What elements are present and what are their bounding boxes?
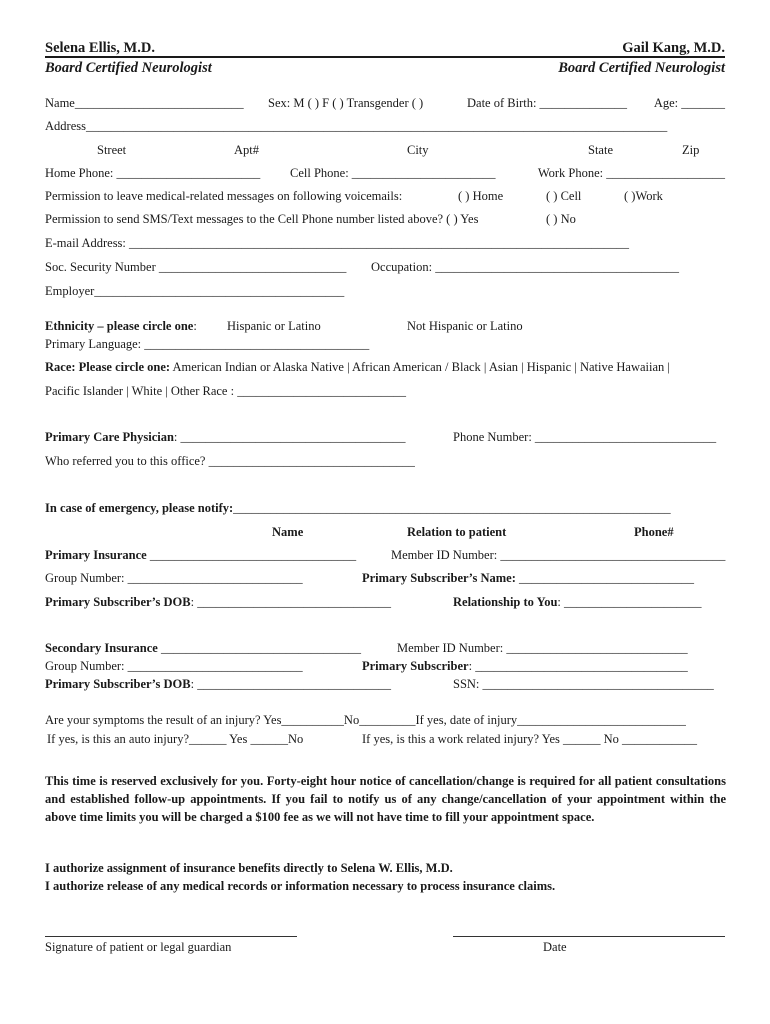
pcp-row[interactable] [45, 431, 406, 444]
subscriber-name-label: Primary Subscriber’s Name: [362, 571, 516, 585]
subscriber2-label: Primary Subscriber [362, 659, 469, 673]
relationship-label: Relationship to You [453, 595, 558, 609]
ethnicity-colon: : [193, 319, 197, 333]
race-options-line2[interactable]: Pacific Islander | White | Other Race : ___________________________ [45, 384, 406, 398]
referred-by-field[interactable]: Who referred you to this office? _________________________________ [45, 454, 415, 468]
address-field[interactable]: Address_____________________________________________________________________________________________ [45, 119, 668, 133]
signature-line[interactable] [45, 936, 297, 937]
signature-label: Signature of patient or legal guardian [45, 940, 232, 954]
state-label: State [588, 143, 613, 157]
group-number2-field[interactable]: Group Number: ____________________________ [45, 659, 303, 673]
subscriber-name-line[interactable]: ____________________________ [515, 571, 695, 585]
apt-label: Apt# [234, 143, 259, 157]
emergency-col-phone: Phone# [634, 525, 674, 539]
race-options-line1[interactable]: American Indian or Alaska Native | African American / Black | Asian | Hispanic | Native Hawaiian | [172, 360, 670, 374]
auto-injury-question[interactable]: If yes, is this an auto injury?______ Yes ______No [47, 732, 304, 746]
relationship-line[interactable]: : ______________________ [557, 595, 702, 609]
sms-permission-no[interactable]: ( ) No [546, 212, 576, 226]
ssn-field[interactable]: Soc. Security Number ______________________________ [45, 260, 347, 274]
cell-phone-field[interactable]: Cell Phone: _______________________ [290, 166, 496, 180]
ethnicity-not-hispanic-option[interactable]: Not Hispanic or Latino [407, 319, 523, 333]
primary-insurance-label: Primary Insurance [45, 548, 147, 562]
city-label: City [407, 143, 429, 157]
voicemail-permission-label: Permission to leave medical-related messages on following voicemails: [45, 189, 403, 203]
pcp-phone-field[interactable]: Phone Number: _____________________________ [453, 430, 717, 444]
email-field[interactable]: E-mail Address: ________________________________________________________________________________ [45, 236, 630, 250]
race-label: Race: Please circle one: [45, 360, 171, 374]
header-rule [45, 56, 725, 58]
race-row [45, 361, 670, 374]
voicemail-cell-checkbox[interactable]: ( ) Cell [546, 189, 582, 203]
date-label: Date [543, 940, 567, 954]
authorize-assignment: I authorize assignment of insurance benefits directly to Selena W. Ellis, M.D. [45, 861, 453, 875]
work-phone-field[interactable]: Work Phone: ___________________ [537, 166, 725, 180]
ethnicity-hispanic-option[interactable]: Hispanic or Latino [227, 319, 321, 333]
cancellation-notice: This time is reserved exclusively for you. Forty-eight hour notice of cancellation/change is required for all patient consultations and established follow-up appointments. If you fail to notify us of any change/cancellation of your appointment within the above time limits you will be charged a $100 fee as we will not have time to fill your appointment space. [45, 774, 726, 825]
secondary-insurance-line[interactable]: ________________________________ [157, 641, 361, 655]
subscriber2-dob-line[interactable]: : _______________________________ [190, 677, 391, 691]
doctor-right-name: Gail Kang, M.D. [622, 40, 725, 56]
pcp-label: Primary Care Physician [45, 430, 174, 444]
subscriber2-dob-label: Primary Subscriber’s DOB [45, 677, 191, 691]
date-line[interactable] [453, 936, 725, 937]
emergency-col-name: Name [272, 525, 304, 539]
work-injury-question[interactable]: If yes, is this a work related injury? Yes ______ No ____________ [362, 732, 698, 746]
zip-label: Zip [682, 143, 700, 157]
emergency-label: In case of emergency, please notify: [45, 501, 234, 515]
employer-field[interactable]: Employer________________________________________ [45, 284, 345, 298]
secondary-insurance-label: Secondary Insurance [45, 641, 158, 655]
primary-insurance-row[interactable] [45, 549, 356, 562]
name-field[interactable]: Name___________________________ [45, 96, 244, 110]
subscriber-name-row[interactable] [362, 572, 694, 585]
subscriber2-row[interactable] [362, 660, 688, 673]
group-number-field[interactable]: Group Number: ____________________________ [45, 571, 303, 585]
authorize-release: I authorize release of any medical records or information necessary to process insurance claims. [45, 879, 556, 893]
doctor-right-title: Board Certified Neurologist [558, 60, 725, 76]
ethnicity-row [45, 320, 197, 333]
voicemail-work-checkbox[interactable]: ( )Work [624, 189, 663, 203]
injury-question[interactable]: Are your symptoms the result of an injury? Yes__________No_________If yes, date of injury___________________________ [45, 713, 686, 727]
ssn2-field[interactable]: SSN: _____________________________________ [453, 677, 714, 691]
pcp-line[interactable]: : ____________________________________ [173, 430, 406, 444]
doctor-left-title: Board Certified Neurologist [45, 60, 212, 76]
relationship-row[interactable] [453, 596, 702, 609]
subscriber2-line[interactable]: : __________________________________ [468, 659, 688, 673]
home-phone-field[interactable]: Home Phone: _______________________ [45, 166, 261, 180]
subscriber2-dob-row[interactable] [45, 678, 391, 691]
dob-field[interactable]: Date of Birth: ______________ [467, 96, 628, 110]
age-field[interactable]: Age: _______ [653, 96, 725, 110]
primary-language-field[interactable]: Primary Language: ____________________________________ [45, 337, 370, 351]
member-id-field[interactable]: Member ID Number: ____________________________________ [391, 548, 726, 562]
ethnicity-label: Ethnicity – please circle one [45, 319, 194, 333]
street-label: Street [97, 143, 127, 157]
subscriber-dob-line[interactable]: : _______________________________ [190, 595, 391, 609]
emergency-row[interactable] [45, 502, 671, 515]
sex-field[interactable]: Sex: M ( ) F ( ) Transgender ( ) [268, 96, 424, 110]
occupation-field[interactable]: Occupation: _______________________________________ [371, 260, 679, 274]
subscriber-dob-label: Primary Subscriber’s DOB [45, 595, 191, 609]
primary-insurance-line[interactable]: _________________________________ [146, 548, 357, 562]
subscriber-dob-row[interactable] [45, 596, 391, 609]
emergency-col-relation: Relation to patient [407, 525, 507, 539]
doctor-left-name: Selena Ellis, M.D. [45, 40, 155, 56]
member-id2-field[interactable]: Member ID Number: _____________________________ [397, 641, 688, 655]
voicemail-home-checkbox[interactable]: ( ) Home [458, 189, 504, 203]
emergency-line[interactable]: ______________________________________________________________________ [233, 501, 671, 515]
sms-permission-yes[interactable]: Permission to send SMS/Text messages to the Cell Phone number listed above? ( ) Yes [45, 212, 479, 226]
secondary-insurance-row[interactable] [45, 642, 361, 655]
